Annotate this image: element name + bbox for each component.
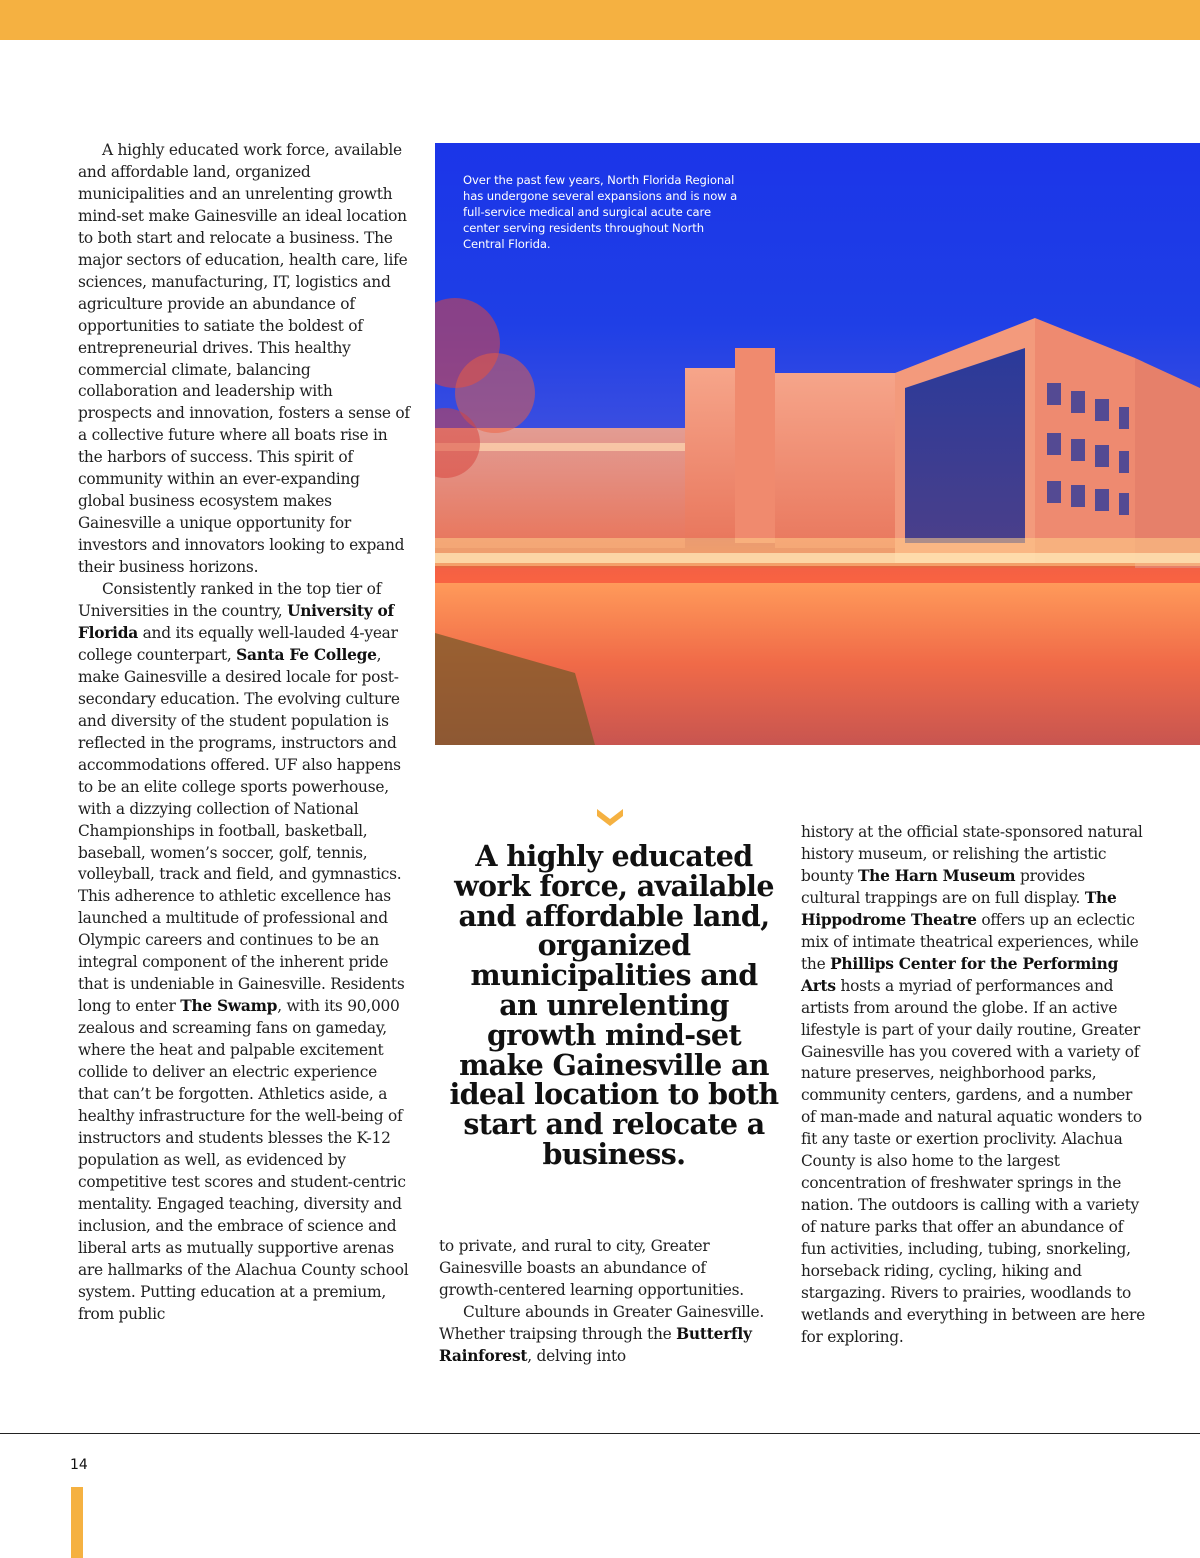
body-column-2 <box>439 1236 769 1368</box>
footer-accent-tab <box>71 1487 83 1558</box>
paragraph: to private, and rural to city, Greater Gainesville boasts an abundance of growth-centered learning opportunities. <box>439 1237 744 1299</box>
paragraph: A highly educated work force, available and affordable land, organized municipalities and an unrelenting growth mind-set make Gainesville an ideal location to both start and relocate a business. The major sectors of education, health care, life sciences, manufacturing, IT, logistics and agriculture provide an abundance of opportunities to satiate the boldest of entrepreneurial drives. This healthy commercial climate, balancing collaboration and leadership with prospects and innovation, fosters a sense of a collective future where all boats rise in the harbors of success. This spirit of community within an ever-expanding global business ecosystem makes Gainesville a unique opportunity for investors and innovators looking to expand their business horizons. <box>78 141 410 577</box>
text-run: Culture abounds in Greater Gainesville. Whether traipsing through the <box>439 1302 765 1343</box>
phillips-center-name: Phillips Center for the Performing Arts <box>801 954 1119 995</box>
butterfly-rainforest-name: Butterfly Rainforest <box>439 1324 752 1365</box>
pull-quote: A highly educated work force, available and affordable land, organized municipalities and an unrelenting growth mind-set make Gainesville an ideal location to both start and relocate a business. <box>449 839 779 1171</box>
paragraph <box>439 1302 769 1368</box>
top-accent-bar <box>0 0 1200 40</box>
text-run: , with its 90,000 zealous and screaming fans on gameday, where the heat and palpable excitement collide to deliver an electric experience that can’t be forgotten. Athletics aside, a healthy infrastructure for the well-being of instructors and students blesses the K-12 population as well, as evidenced by competitive test scores and student-centric mentality. Engaged teaching, diversity and inclusion, and the embrace of science and liberal arts as mutually supportive arenas are hallmarks of the Alachua County school system. Putting education at a premium, from public <box>78 997 409 1323</box>
harn-museum-name: The Harn Museum <box>857 866 1016 885</box>
paragraph <box>78 579 410 1325</box>
paragraph <box>801 822 1146 1349</box>
university-of-florida-name: University of Florida <box>78 602 394 642</box>
body-column-3 <box>801 822 1146 1349</box>
hippodrome-theatre-name: The Hippodrome Theatre <box>801 888 1117 929</box>
page-number: 14 <box>70 1457 88 1473</box>
text-run: Consistently ranked in the top tier of Universities in the country, <box>78 580 382 621</box>
text-run: hosts a myriad of performances and artists from around the globe. If an active lifestyle is part of your daily routine, Greater Gainesville has you covered with a variety of nature preserves, neighborhood parks, community centers, gardens, and a number of man-made and natural aquatic wonders to fit any taste or exertion proclivity. Alachua County is also home to the largest concentration of freshwater springs in the nation. The outdoors is calling with a variety of nature parks that offer an abundance of fun activities, including, tubing, snorkeling, horseback riding, cycling, hiking and stargazing. Rivers to prairies, woodlands to wetlands and everything in between are here for exploring. <box>801 976 1145 1346</box>
the-swamp-name: The Swamp <box>180 997 278 1016</box>
body-column-1 <box>78 140 410 1325</box>
santa-fe-college-name: Santa Fe College <box>236 645 377 664</box>
text-run: provides cultural trappings are on full display. <box>801 866 1085 907</box>
text-run: , make Gainesville a desired locale for post-secondary education. The evolving culture and diversity of the student population is reflected in the programs, instructors and accommodations offered. UF also happens to be an elite college sports powerhouse, with a dizzying collection of National Championships in football, basketball, baseball, women’s soccer, golf, tennis, volleyball, track and field, and gymnastics. This adherence to athletic excellence has launched a multitude of professional and Olympic careers and continues to be an integral component of the inherent pride that is undeniable in Gainesville. Residents long to enter <box>78 645 405 1016</box>
text-run: history at the official state-sponsored natural history museum, or relishing the artistic bounty <box>801 823 1143 885</box>
chevron-down-icon <box>597 807 623 827</box>
text-run: offers up an eclectic mix of intimate theatrical experiences, while the <box>801 910 1139 973</box>
text-run: and its equally well-lauded 4-year college counterpart, <box>78 623 398 664</box>
footer-divider <box>0 1433 1200 1434</box>
text-run: , delving into <box>527 1346 626 1365</box>
photo-caption: Over the past few years, North Florida Regional has undergone several expansions and is now a full-service medical and surgical acute care center serving residents throughout North Central Florida. <box>463 173 738 251</box>
